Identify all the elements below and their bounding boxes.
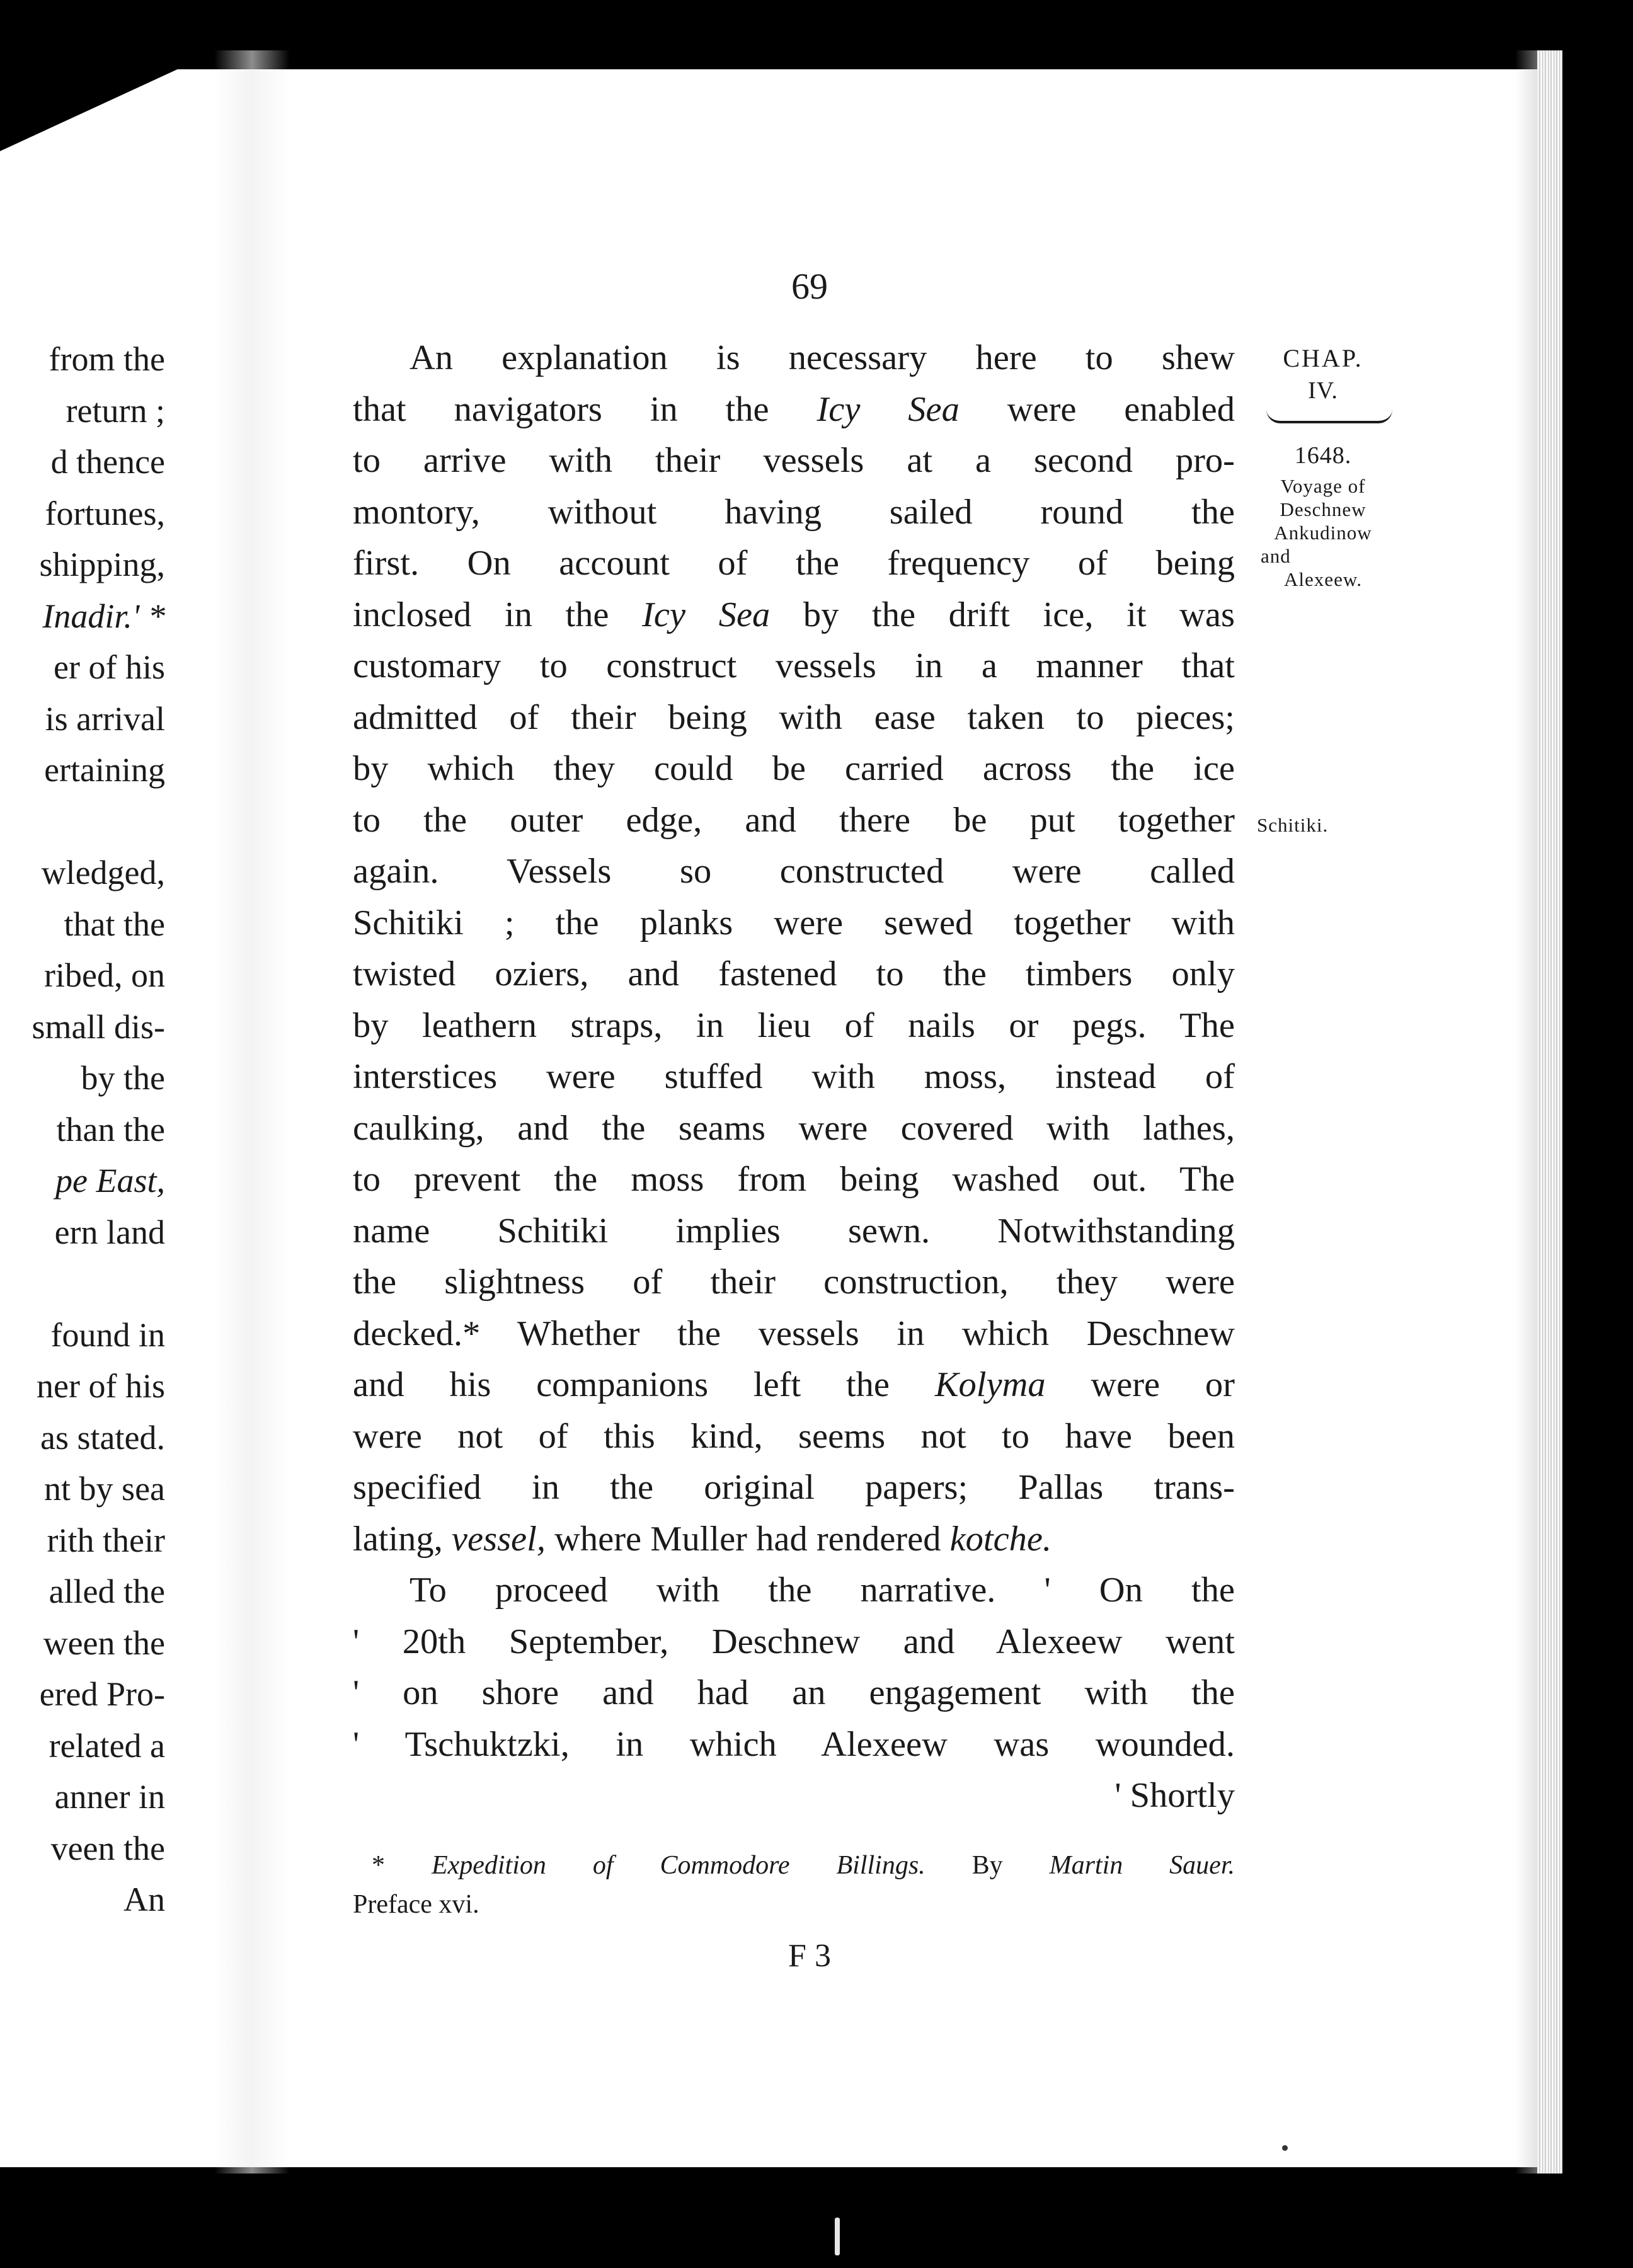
text-line xyxy=(353,333,1235,384)
text-line xyxy=(353,1668,1235,1719)
margin-voyage-line: and xyxy=(1261,545,1291,567)
text-run: twisted oziers, and fastened to the timbers only xyxy=(353,954,1235,994)
text-line xyxy=(353,898,1235,949)
text-run: specified in the original papers; Pallas trans- xyxy=(353,1468,1235,1507)
facing-page-line: by the xyxy=(81,1059,165,1097)
facing-page-line: ern land xyxy=(54,1213,165,1251)
text-run: Schitiki ; the planks were sewed together with xyxy=(353,903,1235,942)
page-number: 69 xyxy=(791,266,828,307)
text-line xyxy=(353,1565,1235,1617)
facing-page-line: found in xyxy=(50,1315,165,1354)
text-run: were or xyxy=(1045,1365,1235,1404)
text-run: to arrive with their vessels at a second pro- xyxy=(353,441,1235,480)
facing-page-line: from the xyxy=(49,340,165,378)
text-line xyxy=(353,949,1235,1000)
facing-page-line: anner in xyxy=(54,1778,165,1816)
footnote-title: Expedition of Commodore Billings. xyxy=(431,1851,925,1880)
footnote-author: Martin Sauer. xyxy=(1049,1851,1235,1880)
text-line xyxy=(353,435,1235,487)
facing-page-line: ween the xyxy=(43,1624,165,1662)
facing-page-line: nt by sea xyxy=(44,1470,165,1508)
scan-border-right xyxy=(1562,0,1633,2268)
margin-voyage-line: Voyage of xyxy=(1280,475,1366,497)
text-run: were enabled xyxy=(959,389,1235,429)
facing-page-line: than the xyxy=(56,1110,165,1148)
facing-page-fragment xyxy=(0,334,165,1926)
facing-page-line: alled the xyxy=(49,1572,165,1610)
facing-page-line: as stated. xyxy=(40,1418,165,1457)
footnote-line: Preface xvi. xyxy=(353,1890,479,1919)
facing-page-line: is arrival xyxy=(45,699,165,738)
footnote-marker: * xyxy=(372,1851,432,1880)
text-line xyxy=(353,1000,1235,1052)
text-run: were not of this kind, seems not to have been xyxy=(353,1416,1235,1456)
text-line xyxy=(353,1051,1235,1103)
spine-shadow xyxy=(214,50,290,2174)
text-run: lating, xyxy=(353,1519,452,1559)
text-line xyxy=(353,795,1235,847)
text-line xyxy=(353,1617,1235,1668)
text-line xyxy=(353,1103,1235,1155)
text-line xyxy=(353,384,1235,436)
text-run: by leathern straps, in lieu of nails or pegs. The xyxy=(353,1005,1235,1045)
text-run: and his companions left the xyxy=(353,1365,935,1404)
facing-page-line: er of his xyxy=(54,648,165,686)
facing-page-line: ribed, on xyxy=(44,956,165,994)
margin-year: 1648. xyxy=(1294,442,1352,469)
text-run: An explanation is necessary here to shew xyxy=(410,338,1235,377)
margin-brace xyxy=(1266,410,1392,423)
text-run: caulking, and the seams were covered with lathes, xyxy=(353,1108,1235,1148)
facing-page-line: wledged, xyxy=(41,854,165,891)
text-line xyxy=(353,1154,1235,1206)
text-run: admitted of their being with ease taken to pieces; xyxy=(353,697,1235,737)
facing-page-line: pe East, xyxy=(55,1162,165,1200)
text-line xyxy=(353,1514,1235,1566)
margin-voyage-line: Deschnew xyxy=(1280,498,1367,520)
text-line xyxy=(353,1257,1235,1309)
text-run: name Schitiki implies sewn. Notwithstanding xyxy=(353,1211,1235,1251)
text-run: interstices were stuffed with moss, instead of xyxy=(353,1057,1235,1096)
text-line xyxy=(353,1462,1235,1514)
scan-border-bottom xyxy=(0,2167,1633,2268)
text-line xyxy=(353,1206,1235,1257)
margin-schitiki-note: Schitiki. xyxy=(1257,814,1329,836)
italic-run: Icy Sea xyxy=(816,389,960,429)
facing-page-line: Inadir.' * xyxy=(42,597,165,635)
italic-run: Icy Sea xyxy=(642,595,771,634)
text-run: ' on shore and had an engagement with the xyxy=(353,1673,1235,1712)
margin-chapter-number: IV. xyxy=(1308,377,1338,404)
italic-run: Kolyma xyxy=(934,1365,1046,1404)
margin-voyage-line: Ankudinow xyxy=(1274,522,1372,544)
text-line xyxy=(353,487,1235,539)
facing-page-line: veen the xyxy=(50,1829,165,1867)
catchword xyxy=(353,1770,1235,1822)
text-run: by which they could be carried across the ice xyxy=(353,749,1235,788)
text-line xyxy=(353,641,1235,692)
text-line xyxy=(353,743,1235,795)
signature-mark: F 3 xyxy=(788,1938,831,1974)
facing-page-line: fortunes, xyxy=(45,494,165,532)
margin-chapter-label: CHAP. xyxy=(1283,344,1363,372)
margin-voyage-note xyxy=(1257,474,1389,591)
text-line xyxy=(353,1411,1235,1463)
facing-page-line: small dis- xyxy=(32,1007,165,1046)
facing-page-line: rith their xyxy=(47,1521,165,1559)
text-run: inclosed in the xyxy=(353,595,643,634)
footnote-line xyxy=(353,1846,1235,1885)
footnote xyxy=(353,1846,1235,1924)
text-run: ' Shortly xyxy=(1114,1776,1235,1815)
text-run: first. On account of the frequency of being xyxy=(353,544,1235,583)
facing-page-gap xyxy=(0,1258,165,1310)
facing-page-line: shipping, xyxy=(39,546,165,583)
text-run: montory, without having sailed round the xyxy=(353,492,1235,532)
facing-page-line: An xyxy=(123,1881,165,1918)
facing-page-line: ertaining xyxy=(44,751,165,789)
facing-page-line: d thence xyxy=(50,443,165,481)
facing-page-line: ered Pro- xyxy=(39,1675,165,1713)
text-run: that navigators in the xyxy=(353,389,817,429)
facing-page-line: ner of his xyxy=(37,1367,165,1405)
italic-run: kotche. xyxy=(949,1519,1052,1559)
text-run: the slightness of their construction, they were xyxy=(353,1263,1235,1302)
body-text xyxy=(353,333,1235,1822)
text-line xyxy=(353,846,1235,898)
italic-run: vessel, xyxy=(451,1519,546,1559)
text-run: ' Tschuktzki, in which Alexeew was wounded. xyxy=(353,1724,1235,1764)
text-run: ' 20th September, Deschnew and Alexeew went xyxy=(353,1622,1235,1661)
facing-page-gap xyxy=(0,796,165,848)
facing-page-line: that the xyxy=(64,905,165,943)
text-line xyxy=(353,1719,1235,1771)
text-line xyxy=(353,538,1235,590)
text-run: again. Vessels so constructed were called xyxy=(353,852,1235,891)
text-run: to the outer edge, and there be put together xyxy=(353,800,1235,840)
text-run: customary to construct vessels in a manner that xyxy=(353,646,1235,685)
ink-speck xyxy=(835,2218,840,2255)
facing-page-line: related a xyxy=(49,1726,165,1765)
page-edge-shadow xyxy=(1515,50,1539,2174)
text-run: by the drift ice, it was xyxy=(770,595,1235,634)
ink-speck xyxy=(1282,2145,1288,2151)
text-line xyxy=(353,692,1235,744)
text-run: To proceed with the narrative. ' On the xyxy=(410,1571,1235,1610)
text-line xyxy=(353,590,1235,641)
footnote-by: By xyxy=(925,1851,1050,1880)
text-run: to prevent the moss from being washed out. The xyxy=(353,1160,1235,1199)
text-run: where Muller had rendered xyxy=(545,1519,950,1559)
facing-page-line: return ; xyxy=(66,391,165,430)
text-line xyxy=(353,1309,1235,1360)
text-run: decked.* Whether the vessels in which Deschnew xyxy=(353,1314,1235,1353)
margin-voyage-line: Alexeew. xyxy=(1284,568,1362,590)
text-line xyxy=(353,1360,1235,1411)
